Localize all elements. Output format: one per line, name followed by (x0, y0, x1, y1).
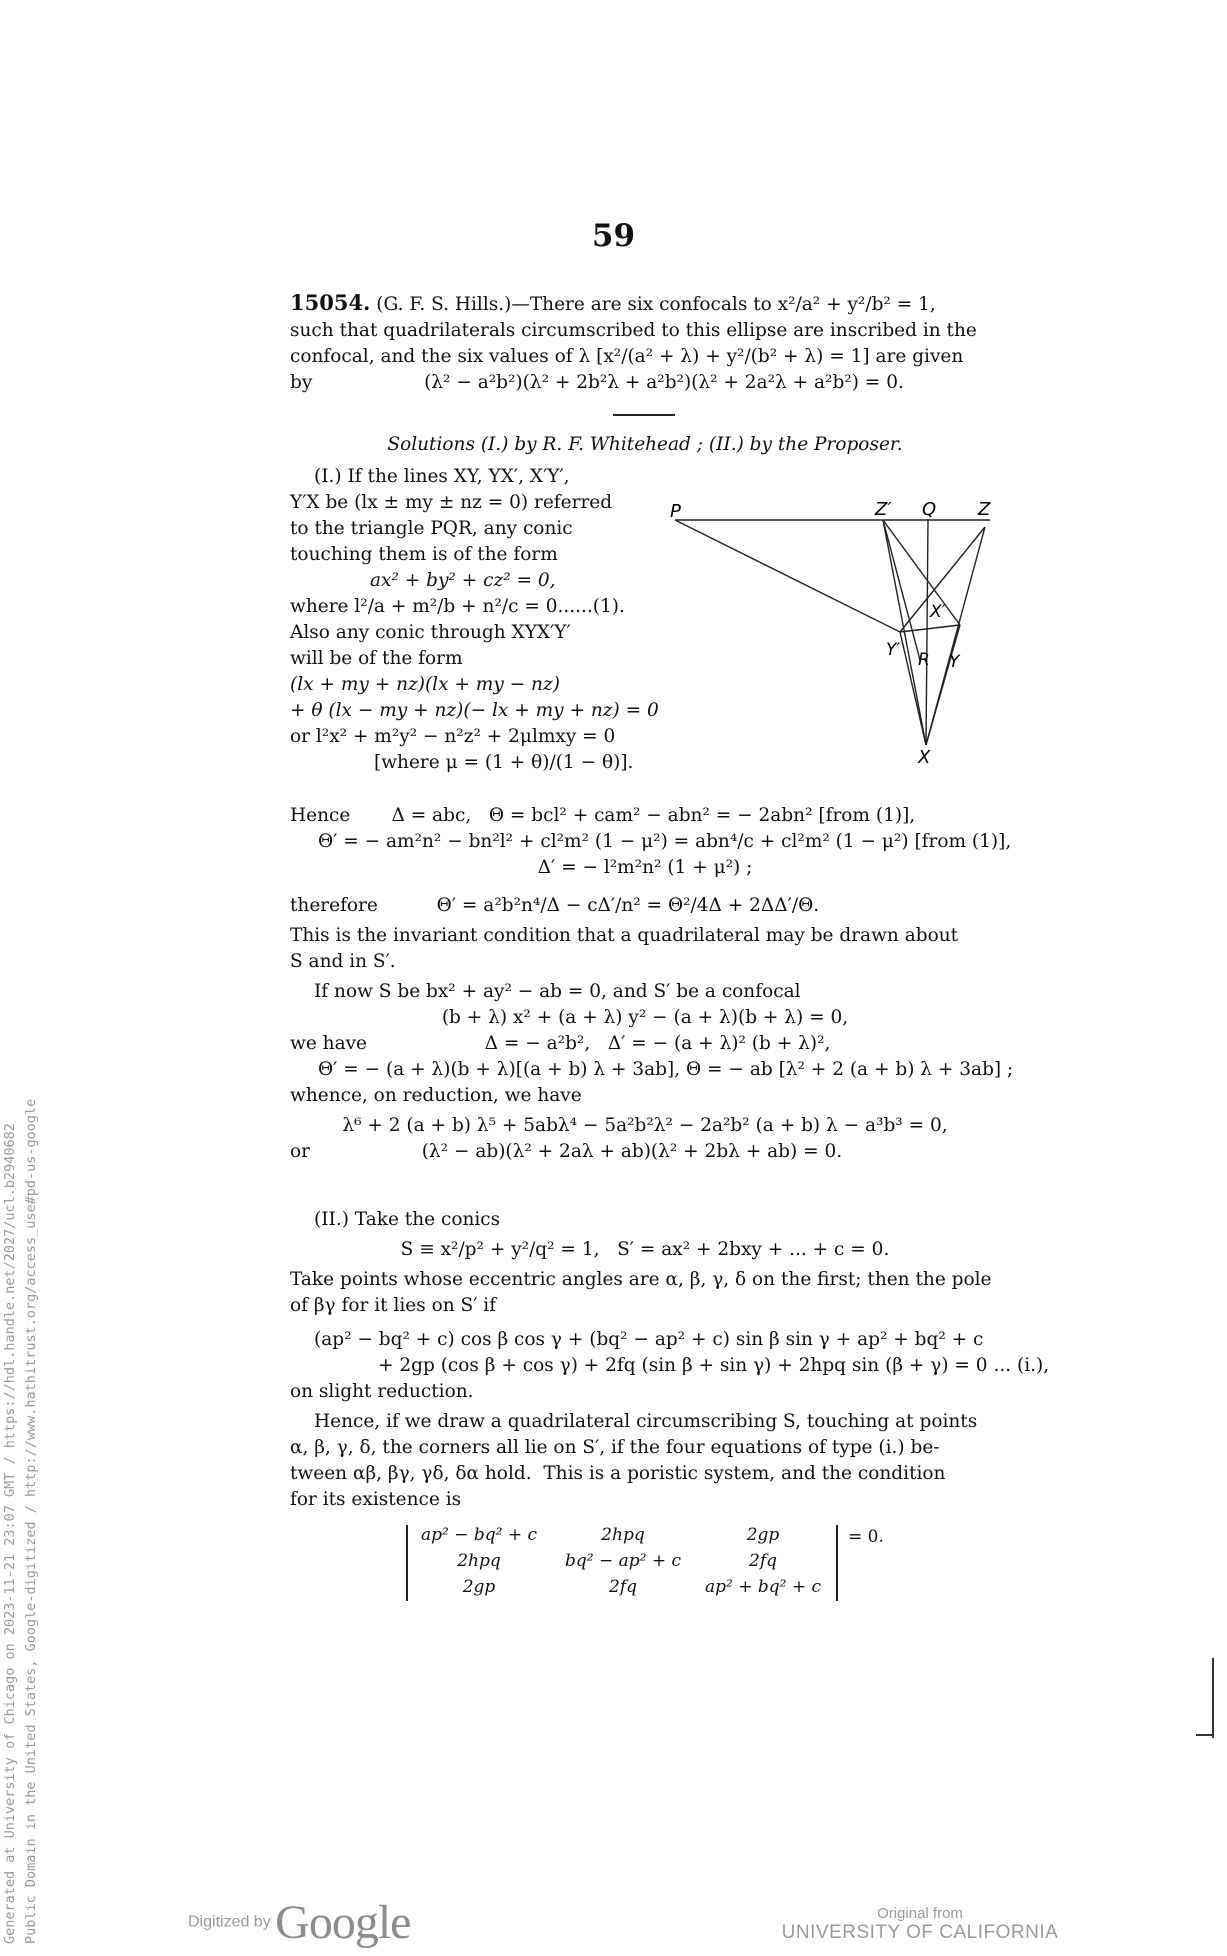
part1-derivation (290, 803, 1014, 1165)
equation-line: + 2gp (cos β + cos γ) + 2fq (sin β + sin γ) + 2hpq sin (β + γ) = 0 ... (i.), (378, 1355, 1050, 1376)
figure-label-X-prime: X′ (930, 602, 946, 622)
text-line: Also any conic through XYX′Y′ (290, 622, 571, 643)
problem-statement (290, 290, 1000, 396)
scan-edge-mark (1212, 1658, 1214, 1738)
sidebar-line: Public Domain in the United States, Google-digitized / http://www.hathitrust.org/access_use#pd-us-google (23, 1098, 39, 1944)
equation-line: or l²x² + m²y² − n²z² + 2μlmxy = 0 (290, 726, 616, 747)
part2-text (290, 1207, 1050, 1513)
problem-author: (G. F. S. Hills.) (376, 294, 512, 315)
problem-equation: (λ² − a²b²)(λ² + 2b²λ + a²b²)(λ² + 2a²λ + a²b²) = 0. (424, 372, 904, 393)
matrix-cell: ap² + bq² + c (704, 1577, 822, 1597)
figure-label-X: X (918, 747, 931, 765)
scan-edge-mark (1196, 1734, 1214, 1736)
matrix-cell: 2gp (462, 1577, 496, 1597)
page-number: 59 (591, 218, 636, 254)
equation-line: Hence Δ = abc, Θ = bcl² + cam² − abn² = − 2abn² [from (1)], (290, 805, 916, 826)
equation-line: λ⁶ + 2 (a + b) λ⁵ + 5abλ⁴ − 5a²b²λ² − 2a²b² (a + b) λ − a³b³ = 0, (342, 1115, 948, 1136)
equation-line: Δ′ = − l²m²n² (1 + μ²) ; (537, 857, 753, 878)
text-line: touching them is of the form (290, 544, 558, 565)
text-line: to the triangle PQR, any conic (290, 518, 573, 539)
equation-line: ax² + by² + cz² = 0, (370, 570, 556, 591)
section-rule (613, 414, 675, 416)
text-line: (I.) If the lines XY, YX′, X′Y′, (314, 466, 570, 487)
by-label: by (290, 372, 313, 393)
figure-label-P: P (670, 501, 681, 522)
equation-line: Θ′ = − am²n² − bn²l² + cl²m² (1 − μ²) = abn⁴/c + cl²m² (1 − μ²) [from (1)], (318, 831, 1012, 852)
digitized-by-google (188, 1895, 410, 1950)
matrix-cell: bq² − ap² + c (564, 1551, 682, 1571)
text-line: where l²/a + m²/b + n²/c = 0......(1). (290, 596, 625, 617)
figure-label-Y: Y (949, 652, 960, 672)
equation-line: S ≡ x²/p² + y²/q² = 1, S′ = ax² + 2bxy + ... + c = 0. (400, 1239, 890, 1260)
hathitrust-sidebar (0, 956, 46, 1956)
text-line: S and in S′. (290, 951, 396, 972)
problem-line: —There are six confocals to x²/a² + y²/b² = 1, (511, 294, 936, 315)
matrix-cell: 2gp (746, 1525, 780, 1545)
text-line: If now S be bx² + ay² − ab = 0, and S′ be a confocal (314, 981, 801, 1002)
text-line: Take points whose eccentric angles are α, β, γ, δ on the first; then the pole (290, 1269, 992, 1290)
matrix-cell: 2hpq (601, 1525, 645, 1545)
matrix-cell: ap² − bq² + c (420, 1525, 538, 1545)
text-line: of βγ for it lies on S′ if (290, 1295, 497, 1316)
problem-line: confocal, and the six values of λ [x²/(a² + λ) + y²/(b² + λ) = 1] are given (290, 346, 964, 367)
text-line: tween αβ, βγ, γδ, δα hold. This is a poristic system, and the condition (290, 1463, 946, 1484)
figure-label-Y-prime: Y′ (886, 640, 901, 660)
text-line: This is the invariant condition that a quadrilateral may be drawn about (290, 925, 959, 946)
original-from-label: Original from (877, 1905, 963, 1922)
determinant (404, 1525, 904, 1601)
text-line: Hence, if we draw a quadrilateral circumscribing S, touching at points (314, 1411, 978, 1432)
text-line: Y′X be (lx ± my ± nz = 0) referred (290, 492, 613, 513)
equation-line: we have Δ = − a²b², Δ′ = − (a + λ)² (b + λ)², (290, 1033, 831, 1054)
equation-line: [where μ = (1 + θ)/(1 − θ)]. (374, 752, 634, 773)
text-line: on slight reduction. (290, 1381, 474, 1402)
figure-label-Z: Z (978, 499, 991, 520)
problem-line: such that quadrilaterals circumscribed to this ellipse are inscribed in the (290, 320, 977, 341)
equation-line: (b + λ) x² + (a + λ) y² − (a + λ)(b + λ) = 0, (441, 1007, 849, 1028)
equation-line: (ap² − bq² + c) cos β cos γ + (bq² − ap² + c) sin β sin γ + ap² + bq² + c (314, 1329, 984, 1350)
figure-label-Q: Q (922, 499, 937, 520)
equation-line: (lx + my + nz)(lx + my − nz) (290, 674, 560, 695)
matrix-cell: 2hpq (457, 1551, 501, 1571)
matrix-cell: 2fq (749, 1551, 777, 1571)
equation-line: therefore Θ′ = a²b²n⁴/Δ − cΔ′/n² = Θ²/4Δ + 2ΔΔ′/Θ. (290, 895, 820, 916)
sidebar-line: Generated at University of Chicago on 2023-11-21 23:07 GMT / https://hdl.handle.net/2027/ucl.b2940682 (2, 1123, 18, 1944)
equation-line: or (λ² − ab)(λ² + 2aλ + ab)(λ² + 2bλ + ab) = 0. (290, 1141, 843, 1162)
determinant-equals: = 0. (848, 1527, 884, 1547)
geometry-figure (660, 495, 1000, 765)
google-logo: Google (275, 1896, 411, 1949)
matrix-cell: 2fq (609, 1577, 637, 1597)
original-from (780, 1905, 1060, 1944)
text-line: whence, on reduction, we have (290, 1085, 582, 1106)
text-line: for its existence is (290, 1489, 462, 1510)
solutions-heading: Solutions (I.) by R. F. Whitehead ; (II.) by the Proposer. (387, 434, 903, 455)
text-line: (II.) Take the conics (314, 1209, 501, 1230)
text-line: α, β, γ, δ, the corners all lie on S′, if the four equations of type (i.) be- (290, 1437, 940, 1458)
figure-label-R: R (918, 650, 930, 670)
digitized-by-label: Digitized by (188, 1913, 271, 1931)
equation-line: + θ (lx − my + nz)(− lx + my + nz) = 0 (290, 700, 659, 721)
figure-label-Z-prime: Z′ (875, 499, 892, 520)
part1-column (290, 464, 659, 776)
problem-number: 15054. (290, 290, 371, 315)
text-line: will be of the form (290, 648, 463, 669)
equation-line: Θ′ = − (a + λ)(b + λ)[(a + b) λ + 3ab], Θ = − ab [λ² + 2 (a + b) λ + 3ab] ; (318, 1059, 1014, 1080)
institution-name: UNIVERSITY OF CALIFORNIA (781, 1922, 1059, 1943)
